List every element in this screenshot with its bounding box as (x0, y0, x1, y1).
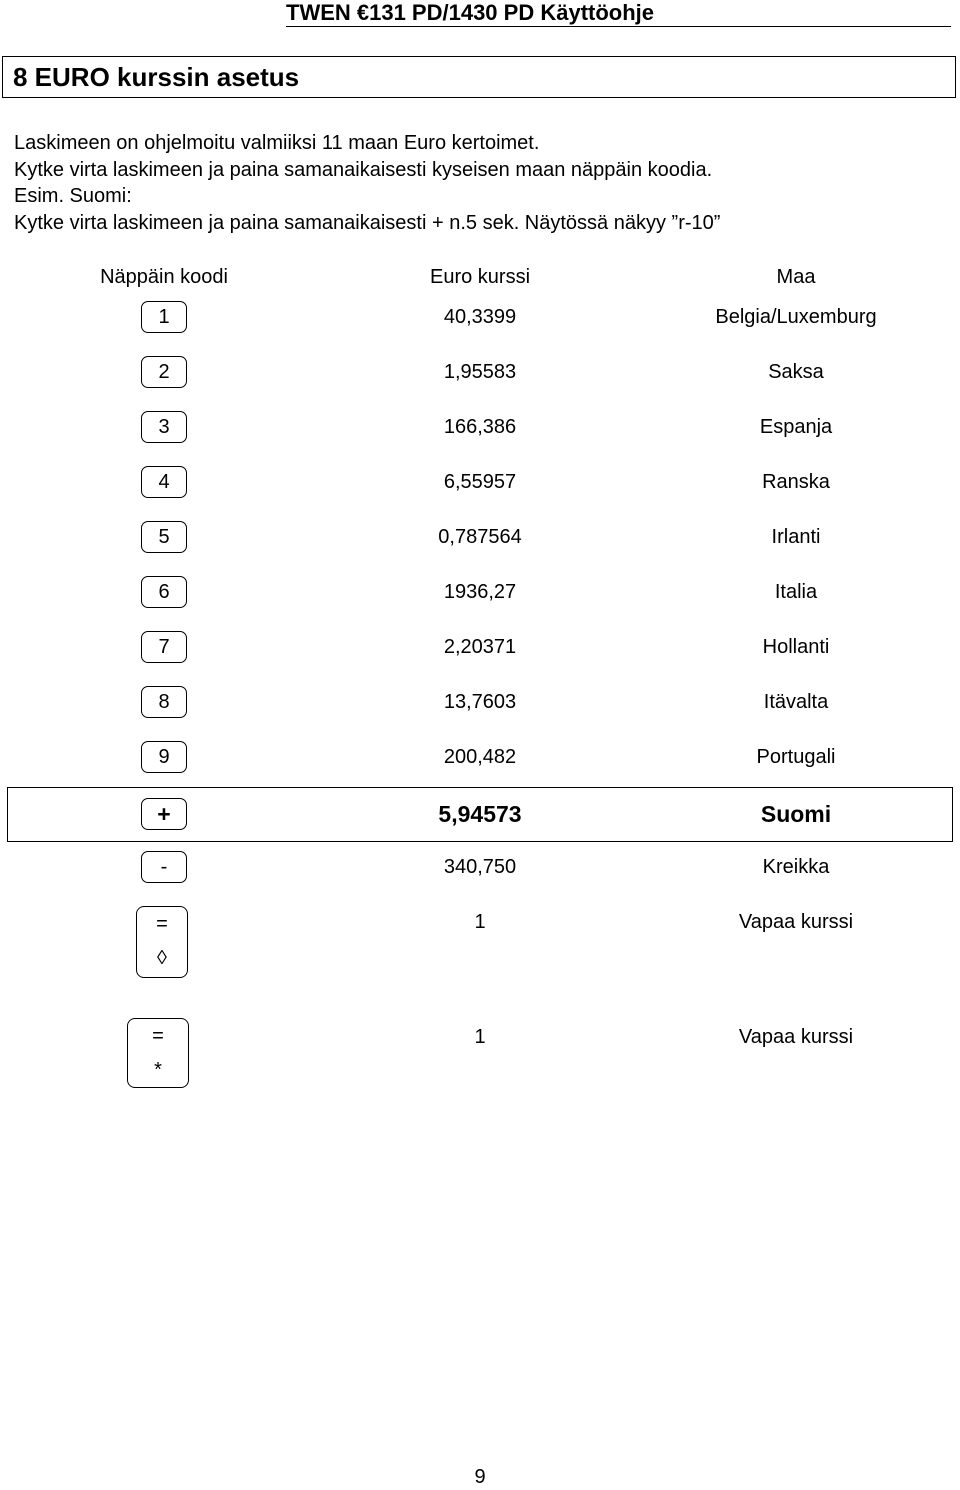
two-key-combination (136, 906, 188, 978)
table-row (0, 466, 960, 498)
euro-rate-cell: 200,482 (443, 746, 517, 768)
table-row (0, 631, 960, 663)
country-cell: Irlanti (771, 526, 821, 548)
page-number: 9 (474, 1466, 486, 1488)
euro-rate-cell: 340,750 (443, 856, 517, 878)
key-code-button: + (141, 798, 187, 830)
euro-rate-cell: 1,95583 (443, 361, 517, 383)
key-code-button: - (141, 851, 187, 883)
table-row (0, 356, 960, 388)
key-code-button: 1 (141, 301, 187, 333)
country-cell: Hollanti (762, 636, 830, 658)
euro-rate-cell: 1 (474, 1026, 486, 1048)
key-code-button: 9 (141, 741, 187, 773)
table-row (0, 521, 960, 553)
table-row (0, 686, 960, 718)
country-cell: Itävalta (763, 691, 829, 713)
euro-rate-cell: 13,7603 (443, 691, 517, 713)
column-header-euro-rate: Euro kurssi (429, 266, 531, 288)
table-row-free-rate (0, 906, 960, 969)
table-row (0, 411, 960, 443)
key-code-button: 8 (141, 686, 187, 718)
country-cell: Italia (774, 581, 818, 603)
column-header-country: Maa (776, 266, 816, 288)
country-cell: Vapaa kurssi (738, 1026, 854, 1048)
euro-rate-cell: 6,55957 (443, 471, 517, 493)
euro-rate-cell: 40,3399 (443, 306, 517, 328)
country-cell: Saksa (768, 361, 824, 383)
table-row (0, 576, 960, 608)
country-cell: Belgia/Luxemburg (715, 306, 877, 328)
key-code-button: 2 (141, 356, 187, 388)
table-row (0, 851, 960, 883)
key-code-button: 6 (141, 576, 187, 608)
country-cell: Kreikka (762, 856, 830, 878)
key-code-button: 4 (141, 466, 187, 498)
column-header-key-code: Näppäin koodi (100, 266, 228, 288)
table-row (0, 741, 960, 773)
asterisk-key-label: * (154, 1059, 162, 1081)
document-header-title: TWEN €131 PD/1430 PD Käyttöohje (286, 0, 655, 25)
country-cell: Espanja (759, 416, 833, 438)
table-row (0, 301, 960, 333)
country-cell: Ranska (762, 471, 830, 493)
euro-rate-cell: 2,20371 (443, 636, 517, 658)
key-code-button: 7 (141, 631, 187, 663)
table-row-highlighted (0, 798, 960, 830)
equals-key-label: = (152, 1025, 164, 1047)
intro-line-1: Laskimeen on ohjelmoitu valmiiksi 11 maan Euro kertoimet. (14, 132, 540, 154)
euro-rate-cell: 166,386 (443, 416, 517, 438)
table-row-free-rate (0, 1021, 960, 1081)
diamond-key-label: ◊ (157, 947, 167, 969)
country-cell: Portugali (756, 746, 836, 768)
intro-line-3: Esim. Suomi: (14, 185, 132, 207)
intro-line-4: Kytke virta laskimeen ja paina samanaikaisesti + n.5 sek. Näytössä näkyy ”r-10” (14, 211, 721, 234)
section-title: 8 EURO kurssin asetus (13, 62, 300, 92)
euro-rate-cell: 0,787564 (438, 526, 522, 548)
country-cell: Suomi (760, 801, 832, 827)
equals-key-label: = (156, 913, 168, 935)
intro-line-2: Kytke virta laskimeen ja paina samanaikaisesti kyseisen maan näppäin koodia. (14, 158, 713, 181)
euro-rate-cell: 5,94573 (438, 801, 522, 827)
two-key-combination (127, 1018, 189, 1088)
euro-rate-cell: 1 (474, 911, 486, 933)
country-cell: Vapaa kurssi (738, 911, 854, 933)
key-code-button: 3 (141, 411, 187, 443)
euro-rate-cell: 1936,27 (443, 581, 517, 603)
key-code-button: 5 (141, 521, 187, 553)
